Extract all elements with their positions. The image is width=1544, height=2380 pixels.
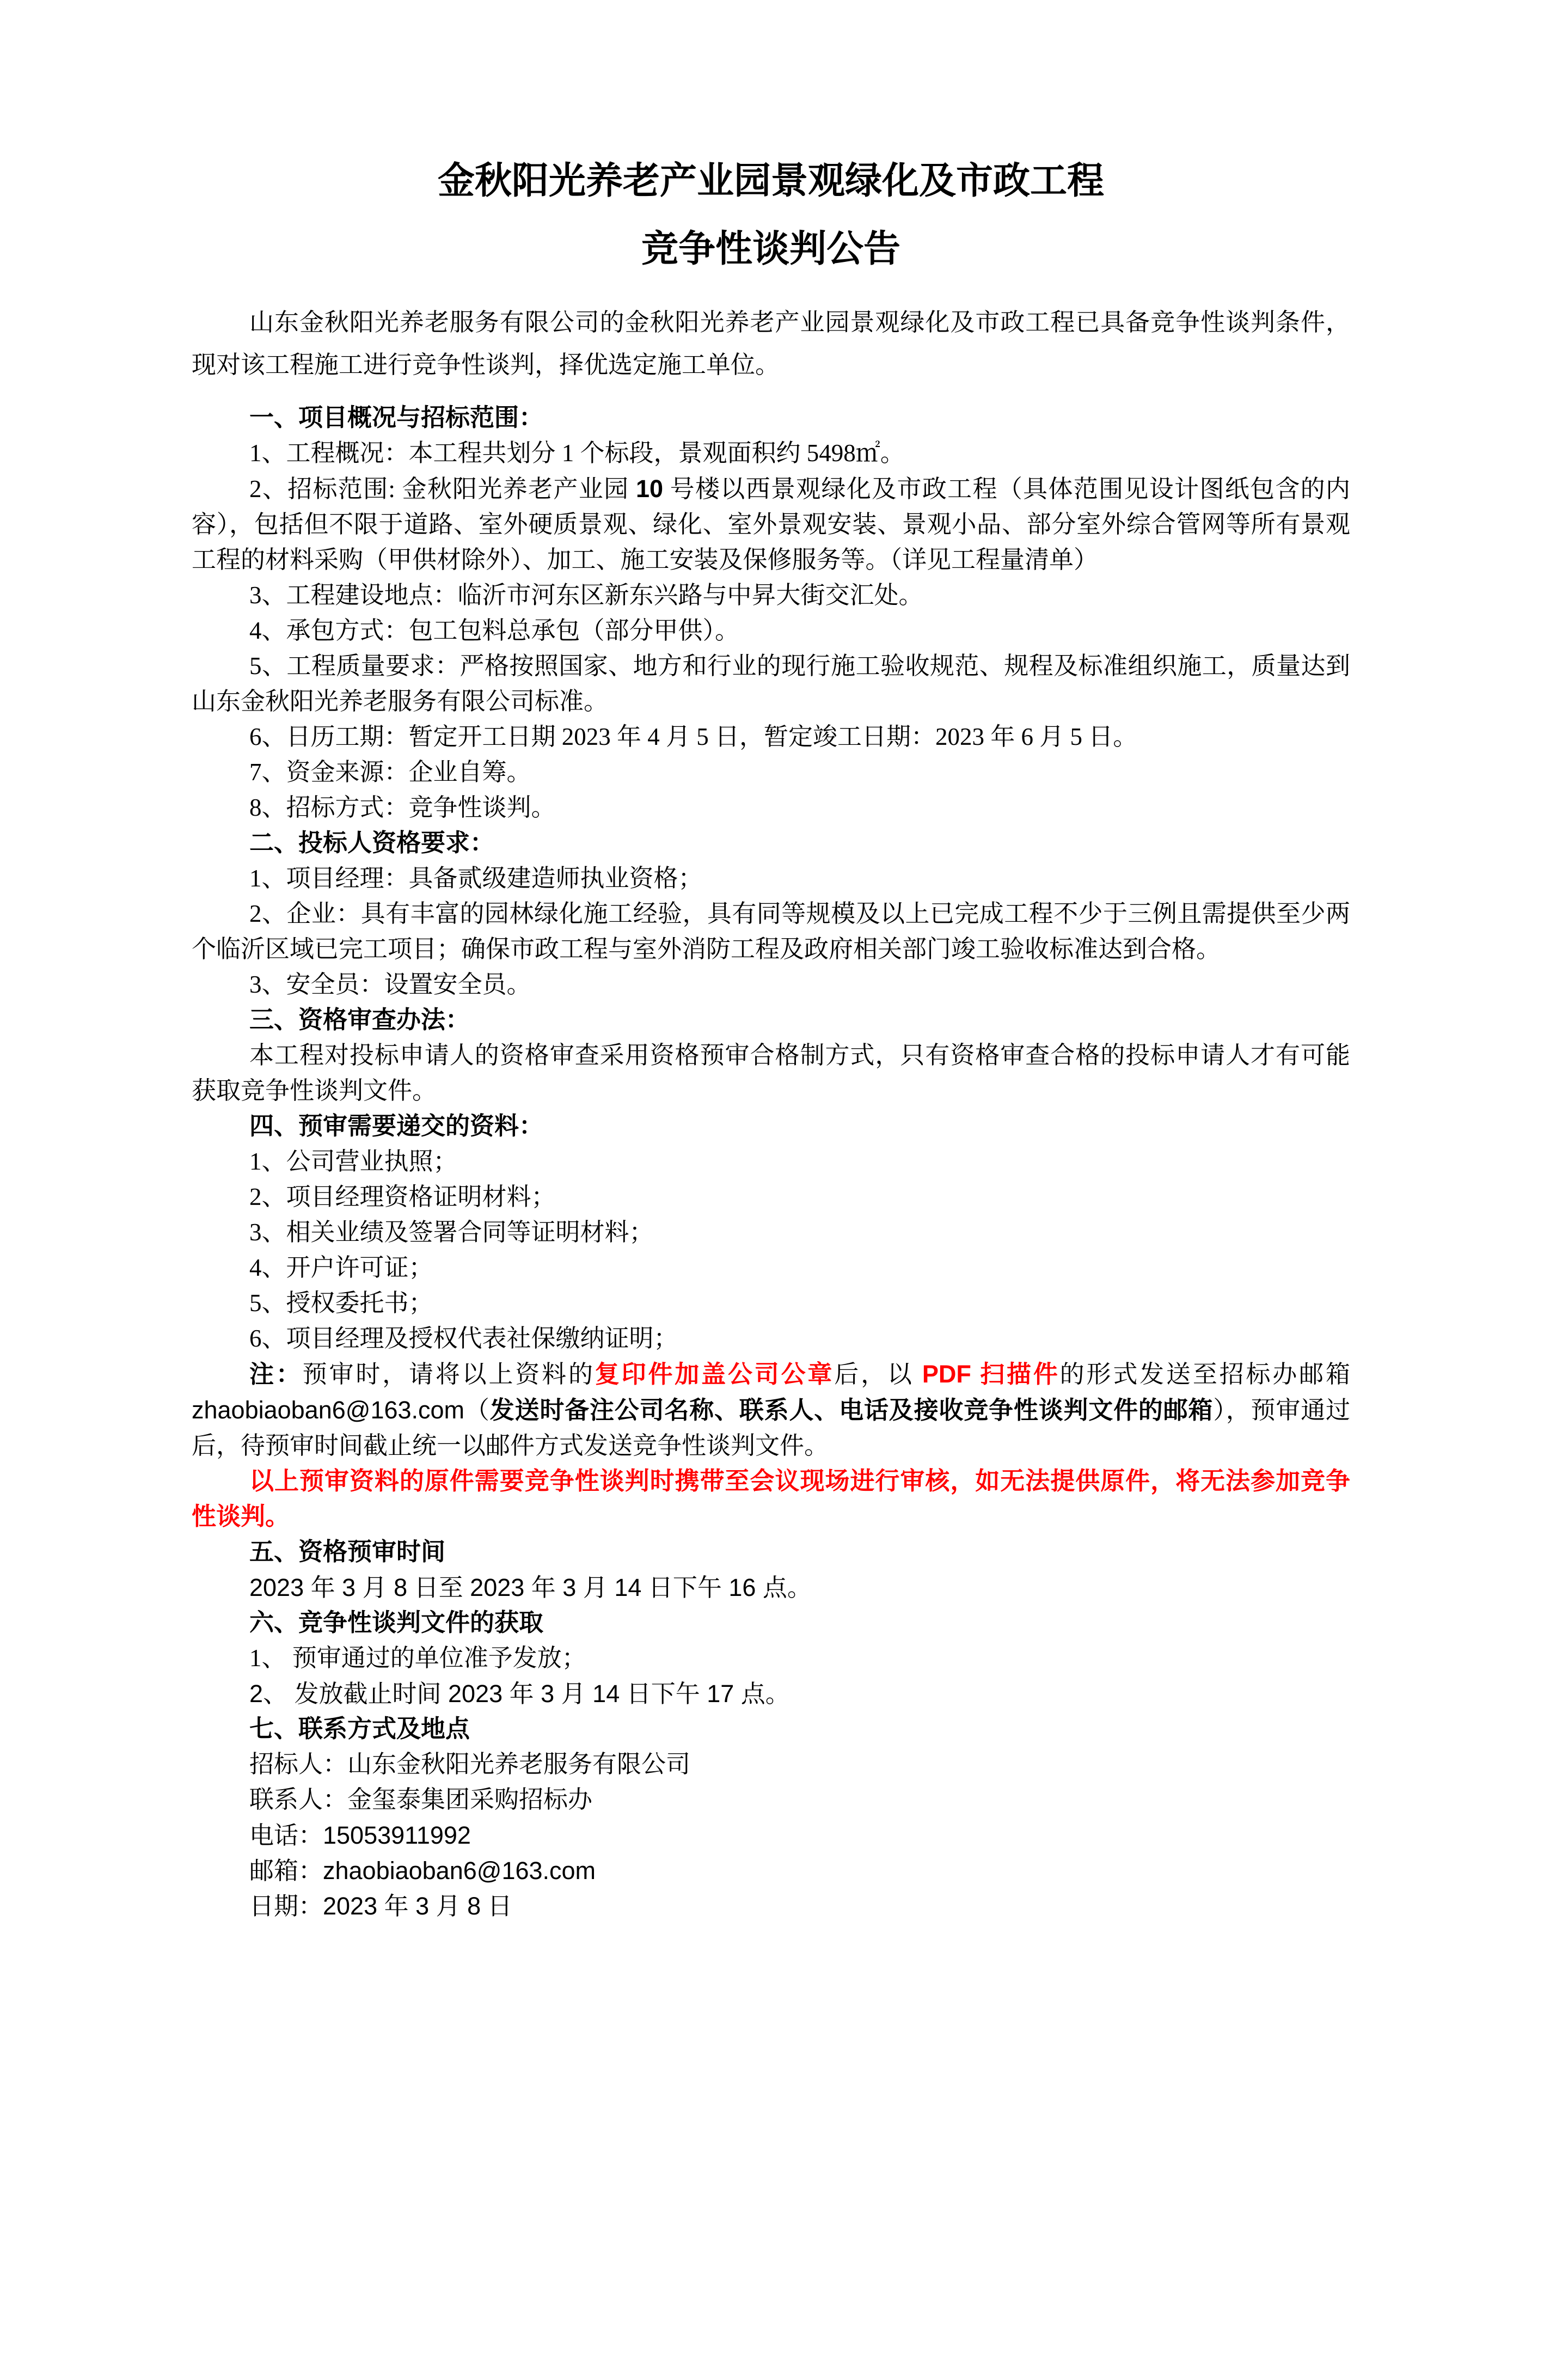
section-3-heading <box>192 1002 1350 1038</box>
section-4-heading <box>192 1109 1350 1144</box>
text-run: 发送时备注公司名称、联系人、电话及接收竞争性谈判文件的邮箱 <box>489 1397 1214 1424</box>
text-run: 3、安全员：设置安全员。 <box>249 971 531 998</box>
intro-paragraph <box>192 301 1350 386</box>
section-2-heading <box>192 825 1350 861</box>
section-5-time <box>192 1570 1350 1605</box>
text-run: 复印件加盖公司公章 <box>595 1361 835 1388</box>
section-1-item-5 <box>192 648 1350 719</box>
section-5-heading <box>192 1534 1350 1570</box>
text-run: 五、资格预审时间 <box>249 1538 446 1565</box>
text-run: 3、工程建设地点：临沂市河东区新东兴路与中昇大街交汇处。 <box>249 582 923 609</box>
date-line <box>192 1888 1350 1924</box>
text-run: （ <box>464 1397 490 1424</box>
text-run: 2、招标范围: 金秋阳光养老产业园 <box>249 475 636 503</box>
text-run: 一、项目概况与招标范围： <box>249 404 544 431</box>
section-4-item-4 <box>192 1250 1350 1286</box>
text-run: ），预审通过后，待预审时间截止统一以邮件方式发送竞争性谈判文件。 <box>192 1397 1350 1459</box>
text-run: 1、项目经理：具备贰级建造师执业资格； <box>249 865 703 892</box>
section-4-item-6 <box>192 1321 1350 1356</box>
text-run: 三、资格审查办法： <box>249 1006 470 1033</box>
text-run: 8、招标方式：竞争性谈判。 <box>249 794 556 821</box>
text-run: 预审时，请将以上资料的 <box>302 1361 595 1388</box>
text-run: 山东金秋阳光养老服务有限公司的金秋阳光养老产业园景观绿化及市政工程已具备竞争性谈判条件，现对该工程施工进行竞争性谈判，择优选定施工单位。 <box>192 309 1350 378</box>
section-1-heading <box>192 400 1350 436</box>
text-run: 2、项目经理资格证明材料； <box>249 1183 556 1210</box>
section-2-item-3 <box>192 967 1350 1002</box>
text-run: 5、授权委托书； <box>249 1289 433 1317</box>
section-7-heading <box>192 1711 1350 1747</box>
section-4-item-3 <box>192 1215 1350 1250</box>
section-6-heading <box>192 1605 1350 1641</box>
section-1-item-1 <box>192 436 1350 471</box>
section-1-item-7 <box>192 755 1350 790</box>
text-run: 2、 发放截止时间 2023 年 3 月 14 日下午 17 点。 <box>249 1680 790 1708</box>
prequalification-note <box>192 1356 1350 1464</box>
contact-line <box>192 1782 1350 1818</box>
section-2-item-2 <box>192 896 1350 967</box>
email-line <box>192 1853 1350 1888</box>
text-run: 1、工程概况：本工程共划分 1 个标段，景观面积约 5498㎡。 <box>249 439 905 467</box>
text-run: zhaobiaoban6@163.com <box>192 1396 465 1424</box>
text-run: 6、项目经理及授权代表社保缴纳证明； <box>249 1325 678 1352</box>
text-run: 1、 预审通过的单位准予发放； <box>249 1644 586 1672</box>
text-run: 招标人：山东金秋阳光养老服务有限公司 <box>249 1751 691 1778</box>
section-6-item-2 <box>192 1676 1350 1711</box>
section-1-item-6 <box>192 719 1350 755</box>
text-run: 2023 年 3 月 8 日至 2023 年 3 月 14 日下午 16 点。 <box>249 1574 812 1601</box>
text-run: 后，以 <box>834 1361 922 1388</box>
text-run: 四、预审需要递交的资料： <box>249 1112 544 1140</box>
text-run: 二、投标人资格要求： <box>249 829 495 856</box>
section-6-item-1 <box>192 1641 1350 1676</box>
text-run: 1、公司营业执照； <box>249 1148 458 1175</box>
section-1-item-3 <box>192 578 1350 613</box>
text-run: 6、日历工期：暂定开工日期 2023 年 4 月 5 日，暂定竣工日期：2023 年 6 月 5 日。 <box>249 723 1138 750</box>
text-run: 号楼以西景观绿化及市政工程（具体范围见设计图纸包含的内容），包括但不限于道路、室外硬质景观、绿化、室外景观安装、景观小品、部分室外综合管网等所有景观工程的材料采购（甲供材除外）、加工、施工安装及保修服务等。（详见工程量清单） <box>192 475 1350 573</box>
text-run: 电话：15053911992 <box>249 1821 471 1849</box>
section-1-item-4 <box>192 613 1350 648</box>
section-3-body <box>192 1038 1350 1109</box>
text-run: 2、企业：具有丰富的园林绿化施工经验，具有同等规模及以上已完成工程不少于三例且需提供至少两个临沂区域已完工项目；确保市政工程与室外消防工程及政府相关部门竣工验收标准达到合格。 <box>192 900 1350 963</box>
text-run: 7、资金来源：企业自筹。 <box>249 758 531 786</box>
text-run: 10 <box>635 475 664 503</box>
text-run: 的形式发送至招标办邮箱 <box>1059 1361 1350 1388</box>
text-run: 4、承包方式：包工包料总承包（部分甲供）。 <box>249 617 740 644</box>
tenderer-line <box>192 1747 1350 1782</box>
text-run: 3、相关业绩及签署合同等证明材料； <box>249 1219 654 1246</box>
text-run: PDF 扫描件 <box>922 1360 1060 1388</box>
text-run: 注： <box>249 1361 303 1388</box>
text-run: 本工程对投标申请人的资格审查采用资格预审合格制方式，只有资格审查合格的投标申请人才有可能获取竞争性谈判文件。 <box>192 1042 1350 1104</box>
section-4-item-2 <box>192 1179 1350 1215</box>
text-run: 5、工程质量要求：严格按照国家、地方和行业的现行施工验收规范、规程及标准组织施工，质量达到山东金秋阳光养老服务有限公司标准。 <box>192 652 1350 715</box>
section-1-item-2 <box>192 471 1350 578</box>
document-title-line1: 金秋阳光养老产业园景观绿化及市政工程 <box>437 160 1104 201</box>
text-run: 六、竞争性谈判文件的获取 <box>249 1609 544 1636</box>
text-run: 日期：2023 年 3 月 8 日 <box>249 1892 512 1920</box>
document-title-line2: 竞争性谈判公告 <box>641 228 900 270</box>
section-1-item-8 <box>192 790 1350 825</box>
section-4-item-1 <box>192 1144 1350 1179</box>
phone-line <box>192 1818 1350 1853</box>
section-2-item-1 <box>192 861 1350 896</box>
text-run: 邮箱：zhaobiaoban6@163.com <box>249 1857 596 1885</box>
original-documents-warning <box>192 1464 1350 1534</box>
text-run: 七、联系方式及地点 <box>249 1715 470 1742</box>
text-run: 联系人：金玺泰集团采购招标办 <box>249 1786 593 1813</box>
text-run: 4、开户许可证； <box>249 1254 433 1281</box>
text-run: 以上预审资料的原件需要竞争性谈判时携带至会议现场进行审核，如无法提供原件，将无法参加竞争性谈判。 <box>192 1467 1350 1530</box>
section-4-item-5 <box>192 1286 1350 1321</box>
